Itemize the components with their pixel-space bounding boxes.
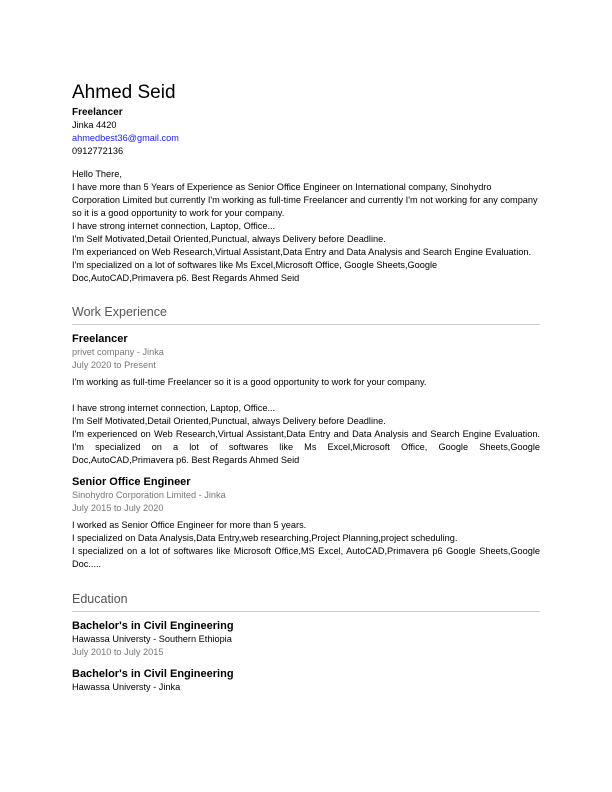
education-entry xyxy=(72,667,540,694)
location: Jinka 4420 xyxy=(72,120,117,130)
summary: Hello There, I have more than 5 Years of Experience as Senior Office Engineer on International company, Sinohydro Corporation Limited but currently I'm working as full-time Freelancer and currently I'm not working for any company so it is a good opportunity to work for your company. I have strong internet connection, Laptop, Office... I'm Self Motivated,Detail Oriented,Punctual, always Delivery before Deadline. I'm experianced on Web Research,Virtual Assistant,Data Entry and Data Analysis and Search Engine Evaluation. I'm specialized on a lot of softwares like Ms Excel,Microsoft Office, Google Sheets,Google Doc,AutoCAD,Primavera p6. Best Regards Ahmed Seid xyxy=(72,169,538,283)
headline: Freelancer xyxy=(72,107,123,118)
contact-block xyxy=(72,106,540,158)
resume xyxy=(72,82,540,694)
job-description: I'm working as full-time Freelancer so it is a good opportunity to work for your company. I have strong internet connection, Laptop, Office... I'm Self Motivated,Detail Oriented,Punctual, always Delivery before Deadline. I'm experienced on Web Research,Virtual Assistant,Data Entry and Data Analysis and Search Engine Evaluation. I'm specialized on a lot of softwares like Ms Excel,Microsoft Office, Google Sheets,Google Doc,AutoCAD,Primavera p6. Best Regards Ahmed Seid xyxy=(72,377,540,465)
work-entry xyxy=(72,332,540,467)
candidate-name: Ahmed Seid xyxy=(72,82,176,103)
work-entry xyxy=(72,475,540,571)
job-company: Sinohydro Corporation Limited - Jinka xyxy=(72,490,226,500)
section-heading-work: Work Experience xyxy=(72,304,540,325)
school: Hawassa Universty - Jinka xyxy=(72,682,181,692)
email-link[interactable]: ahmedbest36@gmail.com xyxy=(72,133,179,143)
job-company: privet company - Jinka xyxy=(72,347,164,357)
job-dates: July 2015 to July 2020 xyxy=(72,503,164,513)
education-dates: July 2010 to July 2015 xyxy=(72,647,164,657)
section-heading-education: Education xyxy=(72,591,540,612)
education-entry xyxy=(72,619,540,659)
job-title: Freelancer xyxy=(72,333,128,345)
job-description: I worked as Senior Office Engineer for more than 5 years. I specialized on Data Analysis,Data Entry,web researching,Project Planning,project scheduling. I specialized on a lot of softwares like Microsoft Office,MS Excel, AutoCAD,Primavera p6 Google Sheets,Google Doc..... xyxy=(72,520,540,569)
job-title: Senior Office Engineer xyxy=(72,476,191,488)
phone: 0912772136 xyxy=(72,146,124,156)
degree: Bachelor's in Civil Engineering xyxy=(72,668,234,680)
school: Hawassa Universty - Southern Ethiopia xyxy=(72,634,232,644)
job-dates: July 2020 to Present xyxy=(72,360,156,370)
degree: Bachelor's in Civil Engineering xyxy=(72,620,234,632)
